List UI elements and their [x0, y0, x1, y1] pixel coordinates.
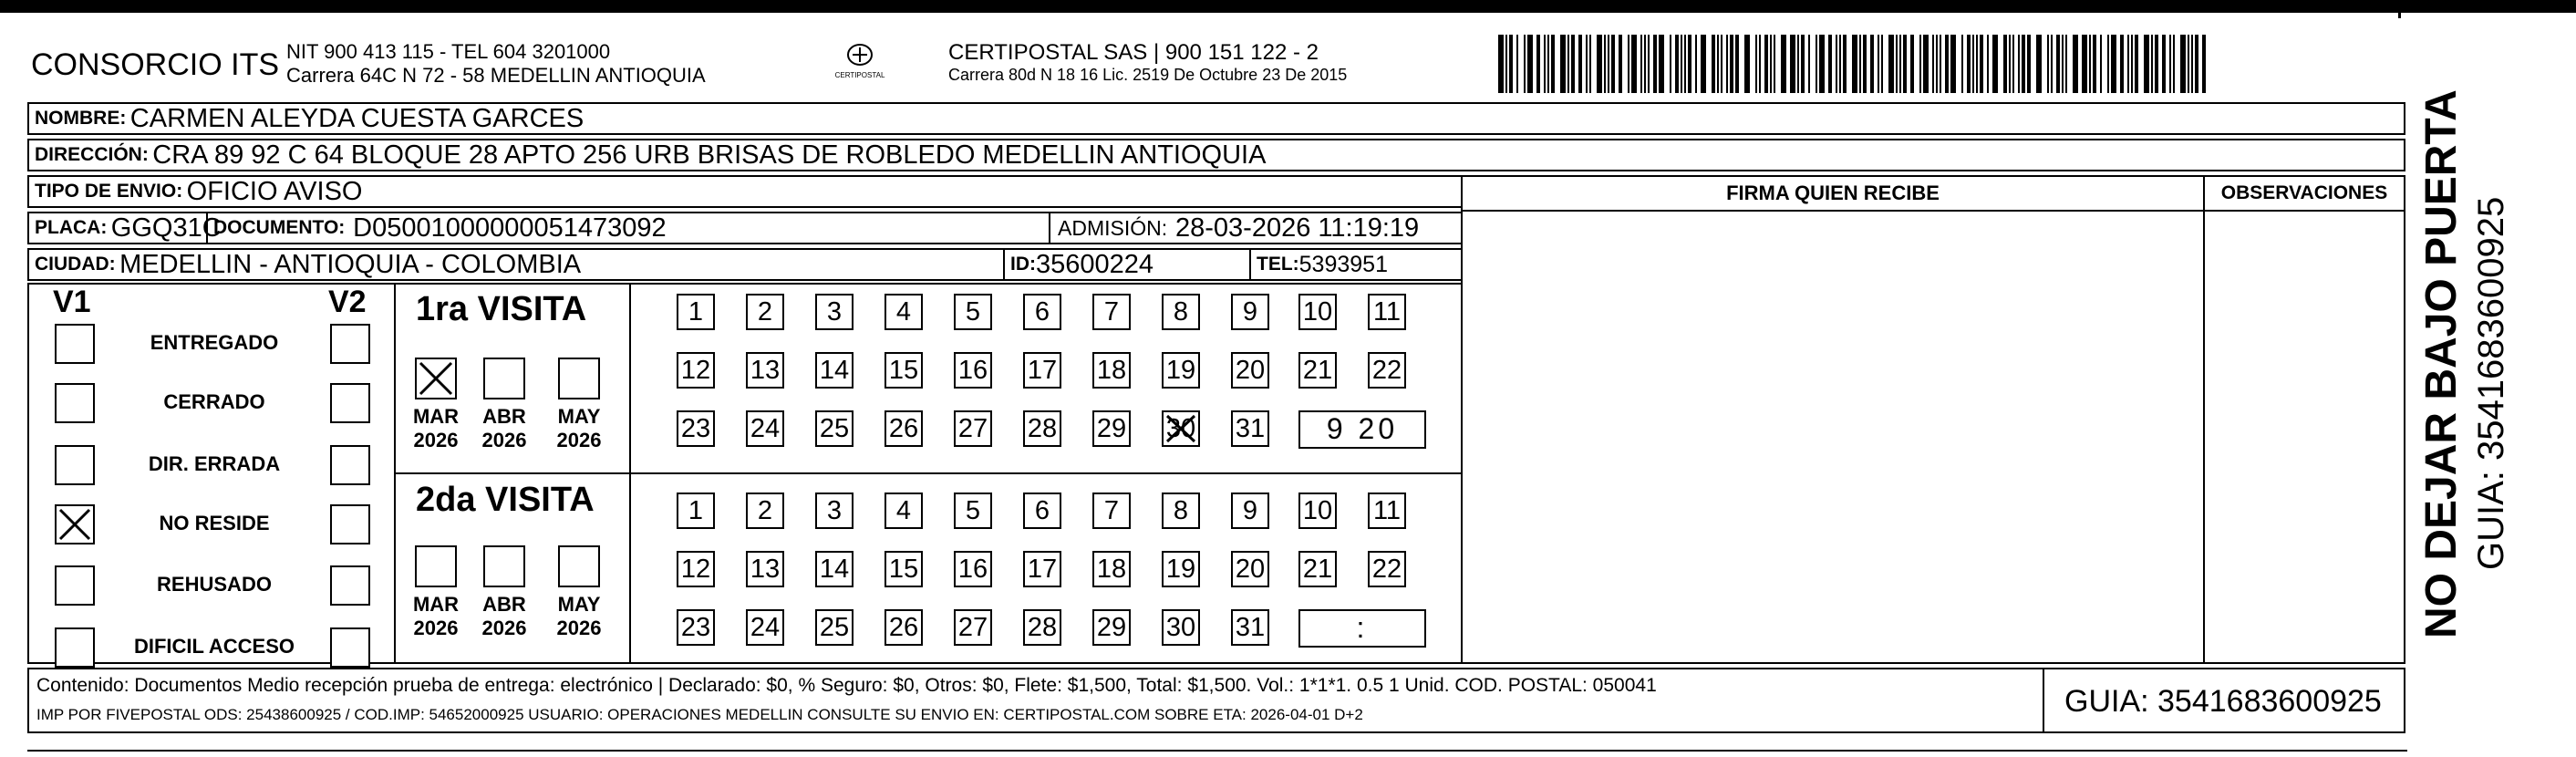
- nombre-label: NOMBRE:: [35, 108, 127, 129]
- day-box[interactable]: 5: [954, 493, 992, 529]
- day-box[interactable]: 17: [1023, 551, 1061, 587]
- month-label: [472, 405, 536, 452]
- day-box[interactable]: 23: [677, 609, 715, 646]
- placa-value: GGQ31C: [110, 213, 222, 243]
- day-box[interactable]: 20: [1231, 551, 1269, 587]
- day-box[interactable]: 27: [954, 609, 992, 646]
- row-nombre: [27, 102, 2405, 135]
- day-box[interactable]: 10: [1298, 294, 1337, 330]
- outcome-v2-checkbox[interactable]: [330, 627, 370, 668]
- day-box[interactable]: 22: [1368, 352, 1406, 389]
- day-box[interactable]: 8: [1162, 294, 1200, 330]
- row-tipo: [27, 175, 1463, 208]
- x-mark-icon: [57, 506, 93, 543]
- day-box[interactable]: 29: [1092, 410, 1131, 447]
- day-box[interactable]: 18: [1092, 352, 1131, 389]
- admision-value: 28-03-2026 11:19:19: [1175, 213, 1420, 243]
- month-year: 2026: [413, 429, 459, 451]
- outcome-label: DIFICIL ACCESO: [133, 635, 295, 658]
- documento-value: D05001000000051473092: [353, 213, 667, 243]
- day-box[interactable]: 28: [1023, 609, 1061, 646]
- day-box[interactable]: 15: [885, 352, 923, 389]
- month-year: 2026: [413, 617, 459, 639]
- day-box[interactable]: 16: [954, 551, 992, 587]
- month-label: [404, 593, 468, 640]
- day-box[interactable]: 7: [1092, 493, 1131, 529]
- outcome-label: ENTREGADO: [150, 331, 279, 354]
- day-box[interactable]: 23: [677, 410, 715, 447]
- barcode: [1498, 35, 2228, 93]
- day-box[interactable]: 31: [1231, 609, 1269, 646]
- company-address: Carrera 64C N 72 - 58 MEDELLIN ANTIOQUIA: [286, 64, 706, 87]
- day-box[interactable]: 19: [1162, 551, 1200, 587]
- day-box[interactable]: [1162, 410, 1200, 447]
- day-box[interactable]: 24: [746, 609, 784, 646]
- row-direccion: [27, 139, 2405, 171]
- day-box[interactable]: 12: [677, 352, 715, 389]
- firma-label: FIRMA QUIEN RECIBE: [1463, 177, 2203, 212]
- divider-months: [629, 283, 631, 664]
- month-checkbox[interactable]: [415, 545, 457, 587]
- outcome-v1-checkbox[interactable]: [55, 324, 95, 364]
- footer-line1: Contenido: Documentos Medio recepción prueba de entrega: electrónico | Declarado: $0, % Seguro: $0, Otros: $0, Flete: $1,500, Total: $1,500. Vol.: 1*1*1. 0.5 1 Unid. COD. POSTAL: 050041: [36, 675, 1657, 696]
- firma-box: [1461, 175, 2205, 664]
- day-box[interactable]: 21: [1298, 352, 1337, 389]
- nombre-value: CARMEN ALEYDA CUESTA GARCES: [129, 103, 585, 133]
- day-box[interactable]: 26: [885, 609, 923, 646]
- day-box[interactable]: 11: [1368, 493, 1406, 529]
- company-name: CONSORCIO ITS: [31, 47, 280, 82]
- outcome-label: REHUSADO: [157, 573, 272, 596]
- day-box[interactable]: 10: [1298, 493, 1337, 529]
- footer-guia: GUIA: 3541683600925: [2064, 684, 2382, 719]
- time-box[interactable]: :: [1298, 609, 1426, 648]
- day-box[interactable]: 11: [1368, 294, 1406, 330]
- day-box[interactable]: 18: [1092, 551, 1131, 587]
- day-box[interactable]: 9: [1231, 493, 1269, 529]
- month-label: [404, 405, 468, 452]
- side-guia: GUIA: 3541683600925: [2471, 196, 2511, 570]
- day-box[interactable]: 2: [746, 493, 784, 529]
- time-box[interactable]: 9 20: [1298, 410, 1426, 449]
- month-year: 2026: [556, 617, 602, 639]
- visit1-title: 1ra VISITA: [416, 290, 587, 328]
- tel-label: TEL:: [1257, 254, 1299, 275]
- outcome-label: DIR. ERRADA: [148, 452, 281, 475]
- id-cell: [1005, 250, 1251, 279]
- day-box[interactable]: 4: [885, 493, 923, 529]
- month-checkbox[interactable]: [415, 358, 457, 399]
- day-box[interactable]: 6: [1023, 294, 1061, 330]
- id-value: 35600224: [1036, 249, 1154, 279]
- tel-value: 5393951: [1298, 251, 1388, 277]
- day-box[interactable]: 27: [954, 410, 992, 447]
- month-year: 2026: [556, 429, 602, 451]
- day-box[interactable]: 24: [746, 410, 784, 447]
- documento-cell: [208, 213, 1050, 243]
- month-name: ABR: [482, 593, 526, 616]
- company-nit: NIT 900 413 115 - TEL 604 3201000: [286, 40, 611, 63]
- tipo-value: OFICIO AVISO: [186, 176, 363, 206]
- month-name: MAY: [557, 593, 601, 616]
- day-box[interactable]: 25: [815, 609, 853, 646]
- outcome-v2-checkbox[interactable]: [330, 445, 370, 485]
- month-checkbox[interactable]: [483, 358, 525, 399]
- ciudad-label: CIUDAD:: [35, 254, 116, 275]
- logo-caption: CERTIPOSTAL: [834, 71, 885, 79]
- day-box[interactable]: 13: [746, 352, 784, 389]
- v1-label: V1: [53, 285, 91, 319]
- day-box[interactable]: 15: [885, 551, 923, 587]
- side-title: NO DEJAR BAJO PUERTA: [2417, 89, 2466, 638]
- day-box[interactable]: 4: [885, 294, 923, 330]
- day-box[interactable]: 20: [1231, 352, 1269, 389]
- month-year: 2026: [481, 617, 527, 639]
- day-box[interactable]: 3: [815, 294, 853, 330]
- footer-content-box: [27, 668, 2044, 733]
- top-border: [0, 0, 2576, 13]
- outcome-v1-checkbox[interactable]: [55, 445, 95, 485]
- day-box[interactable]: 7: [1092, 294, 1131, 330]
- outcome-v2-checkbox[interactable]: [330, 324, 370, 364]
- day-box[interactable]: 2: [746, 294, 784, 330]
- tel-cell: [1251, 250, 1461, 279]
- day-box[interactable]: 12: [677, 551, 715, 587]
- month-checkbox[interactable]: [483, 545, 525, 587]
- month-label: [547, 405, 611, 452]
- direccion-value: CRA 89 92 C 64 BLOQUE 28 APTO 256 URB BRISAS DE ROBLEDO MEDELLIN ANTIOQUIA: [152, 140, 1267, 170]
- month-year: 2026: [481, 429, 527, 451]
- logo-icon: [833, 38, 887, 88]
- day-box[interactable]: 9: [1231, 294, 1269, 330]
- v2-label: V2: [328, 285, 367, 319]
- tipo-label: TIPO DE ENVIO:: [35, 181, 183, 202]
- carrier-name: CERTIPOSTAL SAS | 900 151 122 - 2: [948, 40, 1319, 65]
- admision-cell: [1050, 213, 1461, 243]
- outcome-v1-checkbox[interactable]: [55, 627, 95, 668]
- month-name: MAY: [557, 405, 601, 428]
- day-box[interactable]: 26: [885, 410, 923, 447]
- month-checkbox[interactable]: [558, 545, 600, 587]
- day-box[interactable]: 28: [1023, 410, 1061, 447]
- ciudad-value: MEDELLIN - ANTIOQUIA - COLOMBIA: [119, 249, 582, 279]
- footer-guia-box: [2043, 668, 2405, 733]
- placa-label: PLACA:: [35, 217, 108, 238]
- footer-line2: IMP POR FIVEPOSTAL ODS: 25438600925 / COD.IMP: 54652000925 USUARIO: OPERACIONES MEDELLIN CONSULTE SU ENVIO EN: CERTIPOSTAL.COM SOBRE ETA: 2026-04-01 D+2: [36, 706, 1363, 723]
- month-label: [547, 593, 611, 640]
- day-box[interactable]: 1: [677, 493, 715, 529]
- certipostal-logo: [833, 38, 887, 88]
- ciudad-cell: [29, 250, 1005, 279]
- day-number: 30: [1165, 414, 1196, 443]
- day-box[interactable]: 14: [815, 551, 853, 587]
- corner-mark: [2398, 0, 2401, 18]
- month-name: ABR: [482, 405, 526, 428]
- day-box[interactable]: 25: [815, 410, 853, 447]
- outcome-v1-checkbox[interactable]: [55, 565, 95, 606]
- day-box[interactable]: 31: [1231, 410, 1269, 447]
- placa-cell: [29, 213, 222, 243]
- admision-label: ADMISIÓN:: [1058, 215, 1168, 240]
- day-box[interactable]: 21: [1298, 551, 1337, 587]
- outcome-v2-checkbox[interactable]: [330, 383, 370, 423]
- day-box[interactable]: 16: [954, 352, 992, 389]
- outcome-v2-checkbox[interactable]: [330, 565, 370, 606]
- day-box[interactable]: 13: [746, 551, 784, 587]
- x-mark-icon: [417, 359, 455, 398]
- direccion-label: DIRECCIÓN:: [35, 144, 149, 165]
- month-name: MAR: [412, 593, 460, 616]
- carrier-address: Carrera 80d N 18 16 Lic. 2519 De Octubre 23 De 2015: [948, 66, 1348, 84]
- day-box[interactable]: 1: [677, 294, 715, 330]
- day-box[interactable]: 22: [1368, 551, 1406, 587]
- month-label: [472, 593, 536, 640]
- outcome-v2-checkbox[interactable]: [330, 504, 370, 544]
- outcome-label: NO RESIDE: [159, 512, 270, 534]
- outcome-v1-checkbox[interactable]: [55, 383, 95, 423]
- bottom-rule: [27, 750, 2407, 752]
- day-box[interactable]: 29: [1092, 609, 1131, 646]
- month-checkbox[interactable]: [558, 358, 600, 399]
- observaciones-box: [2203, 175, 2405, 664]
- day-box[interactable]: 14: [815, 352, 853, 389]
- outcome-label: CERRADO: [163, 390, 265, 413]
- day-box[interactable]: 3: [815, 493, 853, 529]
- day-box[interactable]: 19: [1162, 352, 1200, 389]
- outcome-v1-checkbox[interactable]: [55, 504, 95, 544]
- id-label: ID:: [1010, 254, 1036, 275]
- visit2-title: 2da VISITA: [416, 481, 595, 519]
- row-placa: [27, 212, 1463, 244]
- documento-label: DOCUMENTO:: [213, 217, 346, 238]
- day-box[interactable]: 17: [1023, 352, 1061, 389]
- day-box[interactable]: 8: [1162, 493, 1200, 529]
- day-box[interactable]: 5: [954, 294, 992, 330]
- month-name: MAR: [412, 405, 460, 428]
- day-box[interactable]: 6: [1023, 493, 1061, 529]
- divider-visits: [394, 472, 1463, 474]
- observaciones-label: OBSERVACIONES: [2205, 177, 2404, 212]
- row-ciudad: [27, 248, 1463, 281]
- day-box[interactable]: 30: [1162, 609, 1200, 646]
